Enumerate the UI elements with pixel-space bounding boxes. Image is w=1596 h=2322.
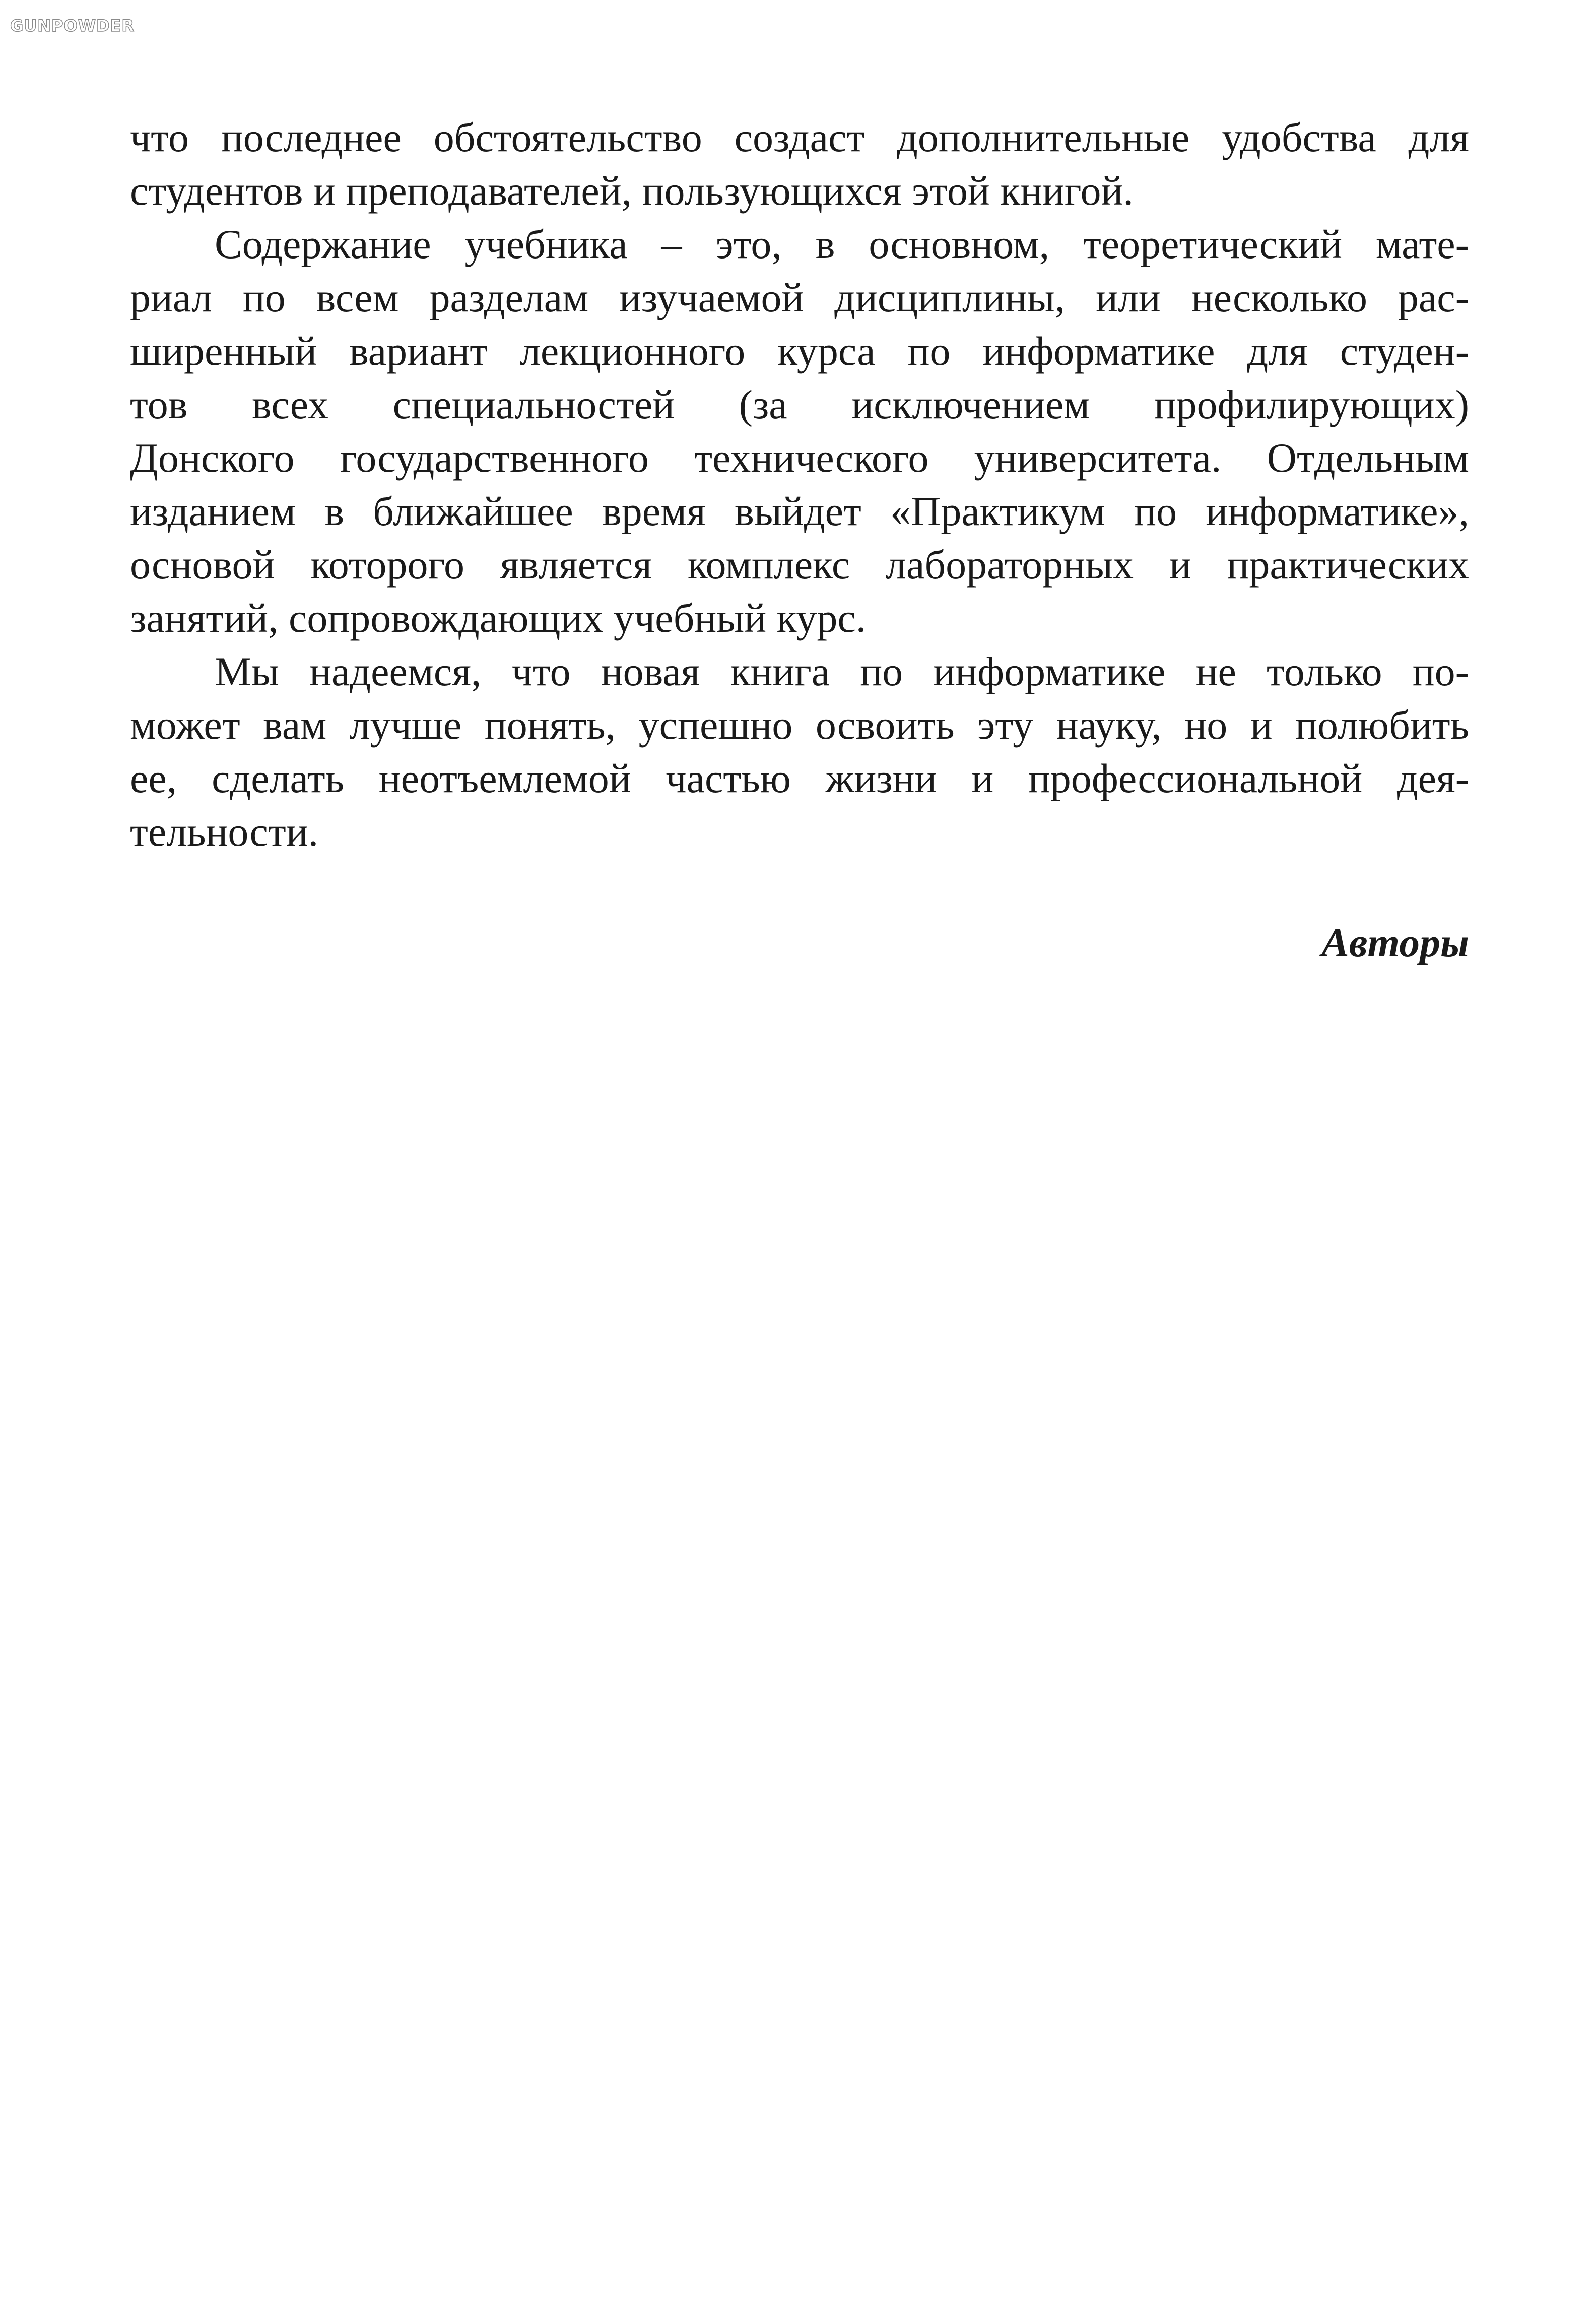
text-line: тельности. [130,809,319,855]
text-line: ширенный вариант лекционного курса по информатике для студен- [130,328,1469,374]
text-line: Мы надеемся, что новая книга по информатике не только по- [215,649,1469,694]
signature-authors: Авторы [1321,920,1469,965]
text-line: что последнее обстоятельство создаст дополнительные удобства для [130,114,1469,160]
text-line: основой которого является комплекс лабораторных и практических [130,542,1469,588]
text-line: изданием в ближайшее время выйдет «Практикум по информатике», [130,488,1469,534]
text-line: ее, сделать неотъемлемой частью жизни и профессиональной дея- [130,755,1469,801]
body-text [130,111,1469,859]
text-line: Содержание учебника – это, в основном, теоретический мате- [215,221,1469,267]
text-line: может вам лучше понять, успешно освоить эту науку, но и полюбить [130,702,1469,748]
text-line: Донского государственного технического университета. Отдельным [130,435,1469,481]
text-line: тов всех специальностей (за исключением профилирующих) [130,381,1469,427]
text-line: риал по всем разделам изучаемой дисциплины, или несколько рас- [130,275,1469,320]
text-line: занятий, сопровождающих учебный курс. [130,595,867,641]
watermark-logo: GUNPOWDER [10,16,135,35]
text-line: студентов и преподавателей, пользующихся этой книгой. [130,168,1134,214]
